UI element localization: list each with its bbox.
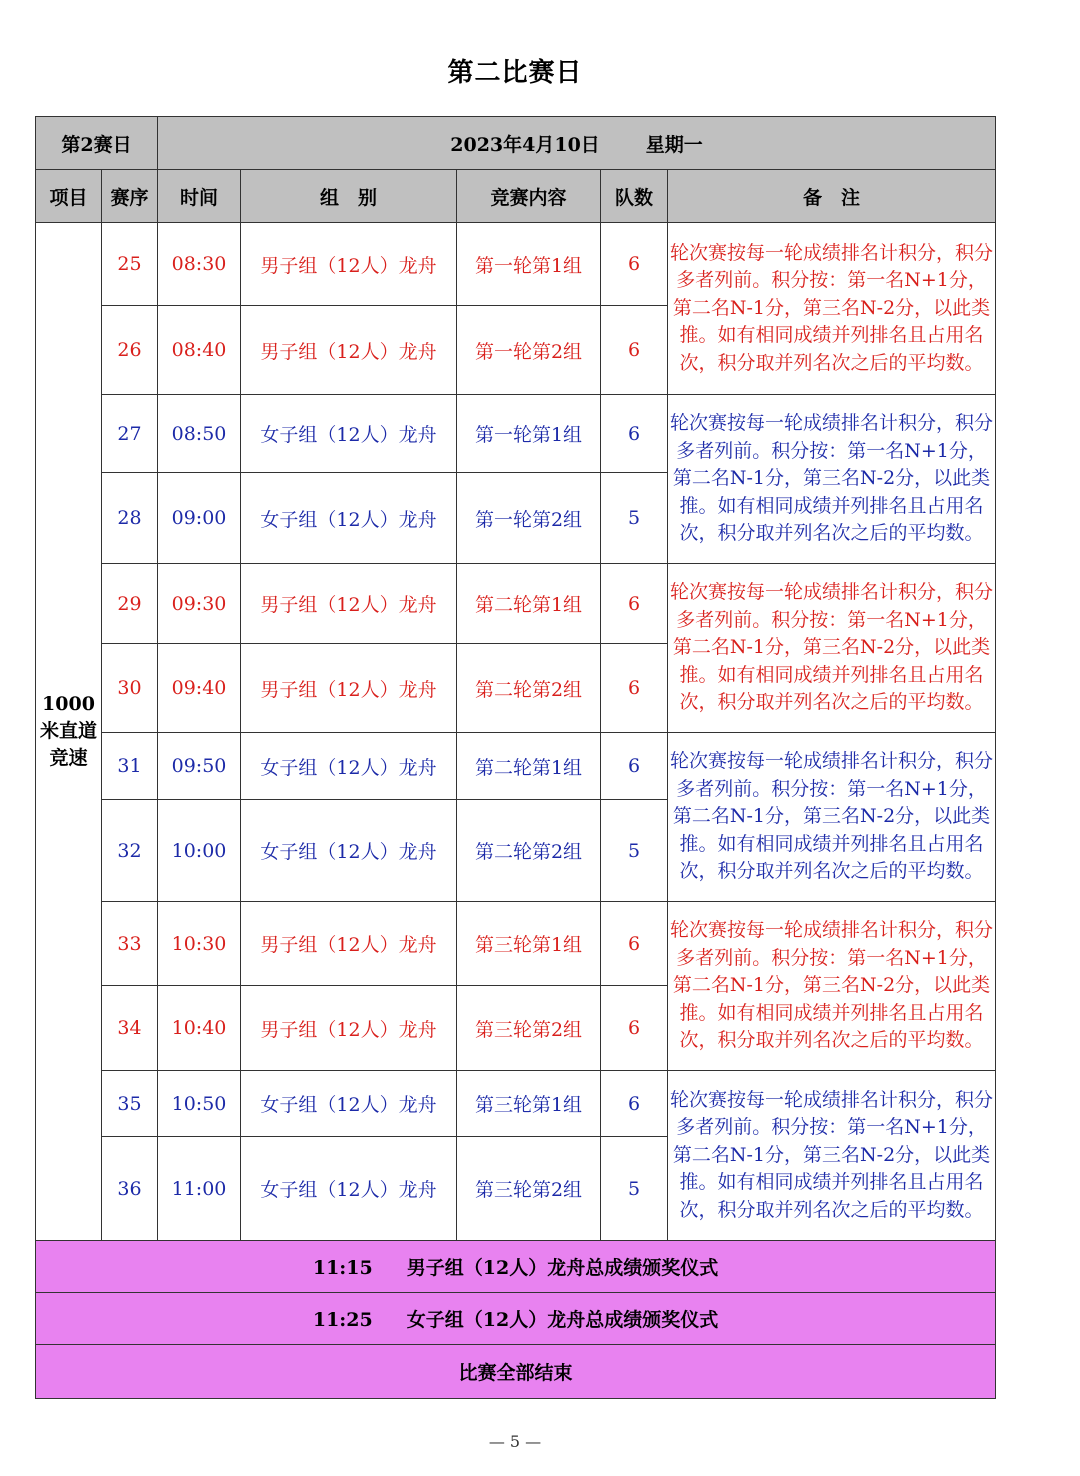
ceremony-time: 11:15 [312,1257,373,1279]
table-row [36,1071,996,1137]
teams-cell: 6 [601,644,668,733]
column-header-teams: 队数 [601,170,668,223]
column-header-content: 竞赛内容 [457,170,601,223]
content-cell: 第三轮第2组 [457,986,601,1071]
content-cell: 第三轮第1组 [457,1071,601,1137]
column-header-event: 项目 [36,170,102,223]
table-row [36,395,996,473]
content-cell: 第一轮第1组 [457,395,601,473]
date-cell [158,117,996,170]
ceremony-row [36,1241,996,1293]
time-cell: 09:30 [158,564,241,644]
time-cell: 10:00 [158,800,241,902]
page-title: 第二比赛日 [447,58,583,88]
note-cell: 轮次赛按每一轮成绩排名计积分，积分多者列前。积分按：第一名N+1分，第二名N-1分，第三名N-2分，以此类推。如有相同成绩并列排名且占用名次，积分取并列名次之后的平均数。 [668,395,996,564]
group-cell: 男子组（12人）龙舟 [241,564,457,644]
time-cell: 09:00 [158,473,241,564]
seq-cell: 30 [102,644,158,733]
time-cell: 08:40 [158,306,241,395]
ceremony-time: 11:25 [312,1309,373,1331]
time-cell: 11:00 [158,1137,241,1241]
group-cell: 女子组（12人）龙舟 [241,733,457,800]
time-cell: 09:50 [158,733,241,800]
teams-cell: 6 [601,306,668,395]
table-row [36,902,996,986]
seq-cell: 28 [102,473,158,564]
teams-cell: 6 [601,986,668,1071]
content-cell: 第二轮第1组 [457,733,601,800]
time-cell: 10:40 [158,986,241,1071]
content-cell: 第二轮第2组 [457,800,601,902]
group-cell: 女子组（12人）龙舟 [241,1137,457,1241]
teams-cell: 6 [601,733,668,800]
note-cell: 轮次赛按每一轮成绩排名计积分，积分多者列前。积分按：第一名N+1分，第二名N-1分，第三名N-2分，以此类推。如有相同成绩并列排名且占用名次，积分取并列名次之后的平均数。 [668,223,996,395]
note-cell: 轮次赛按每一轮成绩排名计积分，积分多者列前。积分按：第一名N+1分，第二名N-1分，第三名N-2分，以此类推。如有相同成绩并列排名且占用名次，积分取并列名次之后的平均数。 [668,564,996,733]
ceremony-row [36,1293,996,1345]
note-cell: 轮次赛按每一轮成绩排名计积分，积分多者列前。积分按：第一名N+1分，第二名N-1分，第三名N-2分，以此类推。如有相同成绩并列排名且占用名次，积分取并列名次之后的平均数。 [668,733,996,902]
time-cell: 08:30 [158,223,241,306]
content-cell: 第三轮第2组 [457,1137,601,1241]
seq-cell: 35 [102,1071,158,1137]
teams-cell: 6 [601,395,668,473]
day-label: 第2赛日 [36,117,158,170]
group-cell: 男子组（12人）龙舟 [241,306,457,395]
column-header-seq: 赛序 [102,170,158,223]
group-cell: 男子组（12人）龙舟 [241,986,457,1071]
group-cell: 女子组（12人）龙舟 [241,395,457,473]
end-text: 比赛全部结束 [36,1345,996,1399]
end-row [36,1345,996,1399]
content-cell: 第一轮第2组 [457,473,601,564]
seq-cell: 26 [102,306,158,395]
teams-cell: 6 [601,564,668,644]
time-cell: 09:40 [158,644,241,733]
ceremony-text: 男子组（12人）龙舟总成绩颁奖仪式 [406,1257,719,1279]
table-column-header-row [36,170,996,223]
content-cell: 第一轮第2组 [457,306,601,395]
time-cell: 08:50 [158,395,241,473]
seq-cell: 27 [102,395,158,473]
group-cell: 女子组（12人）龙舟 [241,473,457,564]
content-cell: 第二轮第2组 [457,644,601,733]
column-header-group: 组 别 [241,170,457,223]
group-cell: 男子组（12人）龙舟 [241,902,457,986]
time-cell: 10:30 [158,902,241,986]
content-cell: 第二轮第1组 [457,564,601,644]
teams-cell: 5 [601,800,668,902]
seq-cell: 33 [102,902,158,986]
column-header-notes: 备 注 [668,170,996,223]
group-cell: 女子组（12人）龙舟 [241,800,457,902]
ceremony-text: 女子组（12人）龙舟总成绩颁奖仪式 [406,1309,719,1331]
content-cell: 第一轮第1组 [457,223,601,306]
teams-cell: 6 [601,1071,668,1137]
teams-cell: 6 [601,223,668,306]
schedule-table [35,116,996,1399]
table-row [36,223,996,306]
time-cell: 10:50 [158,1071,241,1137]
date-text: 2023年4月10日 [450,133,600,156]
note-cell: 轮次赛按每一轮成绩排名计积分，积分多者列前。积分按：第一名N+1分，第二名N-1分，第三名N-2分，以此类推。如有相同成绩并列排名且占用名次，积分取并列名次之后的平均数。 [668,1071,996,1241]
note-cell: 轮次赛按每一轮成绩排名计积分，积分多者列前。积分按：第一名N+1分，第二名N-1分，第三名N-2分，以此类推。如有相同成绩并列排名且占用名次，积分取并列名次之后的平均数。 [668,902,996,1071]
seq-cell: 29 [102,564,158,644]
seq-cell: 32 [102,800,158,902]
seq-cell: 31 [102,733,158,800]
group-cell: 男子组（12人）龙舟 [241,223,457,306]
weekday-text: 星期一 [645,133,703,156]
teams-cell: 5 [601,1137,668,1241]
group-cell: 男子组（12人）龙舟 [241,644,457,733]
teams-cell: 5 [601,473,668,564]
teams-cell: 6 [601,902,668,986]
event-name-cell: 1000米直道竞速 [36,223,102,1241]
seq-cell: 34 [102,986,158,1071]
column-header-time: 时间 [158,170,241,223]
group-cell: 女子组（12人）龙舟 [241,1071,457,1137]
seq-cell: 25 [102,223,158,306]
table-row [36,564,996,644]
ceremony-cell [36,1241,996,1293]
ceremony-cell [36,1293,996,1345]
seq-cell: 36 [102,1137,158,1241]
table-header-day-row [36,117,996,170]
table-row [36,733,996,800]
page-number: — 5 — [488,1432,542,1451]
content-cell: 第三轮第1组 [457,902,601,986]
